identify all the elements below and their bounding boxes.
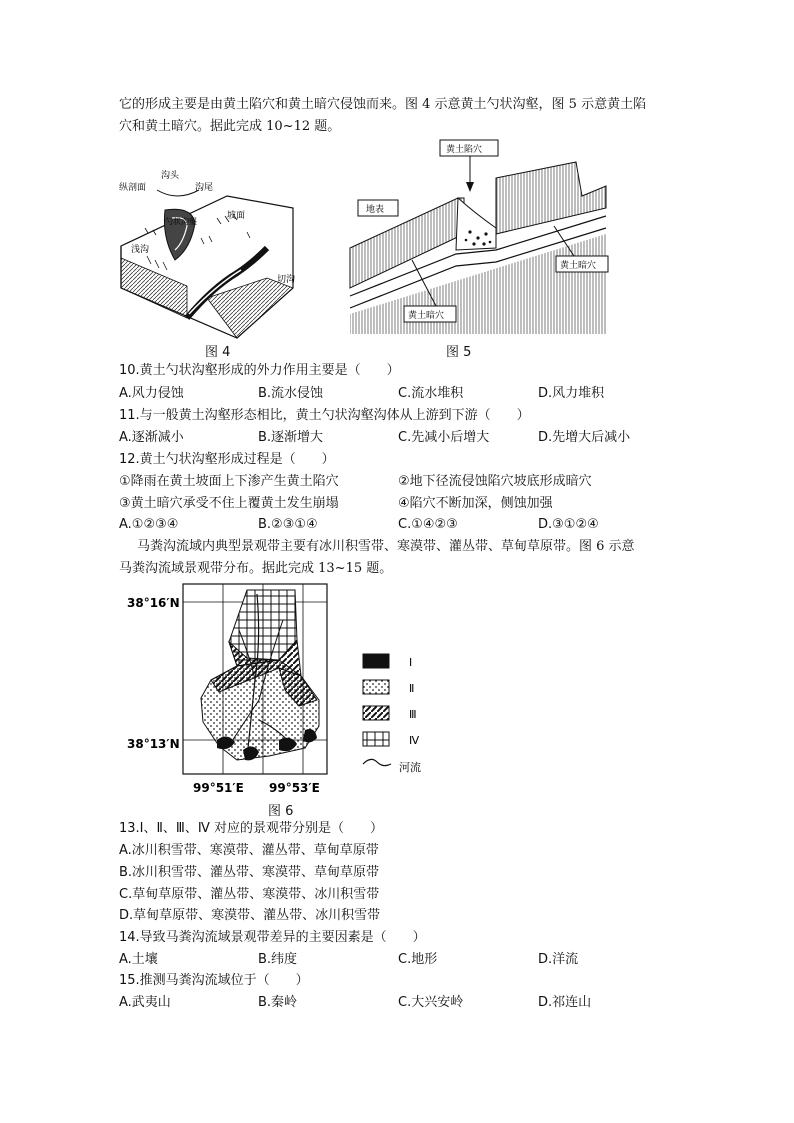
legend-label-1: Ⅰ [409, 656, 413, 669]
legend-swatch-2 [363, 680, 389, 694]
label-surface: 地表 [366, 205, 385, 215]
q10-option-c[interactable]: C.流水堆积 [398, 386, 464, 401]
q10-stem: 10.黄土勺状沟壑形成的外力作用主要是（ ） [119, 363, 400, 378]
label-cave-bottom: 黄土暗穴 [408, 311, 445, 321]
label-shallow-gully: 浅沟 [131, 245, 150, 255]
intro2-line-2: 马粪沟流域景观带分布。据此完成 13~15 题。 [119, 561, 393, 576]
legend-river-label: 河流 [399, 761, 421, 774]
q13-stem: 13.Ⅰ、Ⅱ、Ⅲ、Ⅳ 对应的景观带分别是（ ） [119, 821, 383, 836]
q15-option-c[interactable]: C.大兴安岭 [398, 995, 464, 1010]
q12-item-3: ③黄土暗穴承受不住上覆黄土发生崩塌 [119, 496, 339, 511]
q12-item-4: ④陷穴不断加深，侧蚀加强 [398, 496, 553, 511]
lat-top-label: 38°16′N [127, 596, 180, 610]
q11-option-a[interactable]: A.逐渐减小 [119, 430, 184, 445]
legend-swatch-4 [363, 732, 389, 746]
q11-stem: 11.与一般黄土沟壑形态相比，黄土勺状沟壑沟体从上游到下游（ ） [119, 408, 530, 423]
q11-option-b[interactable]: B.逐渐增大 [258, 430, 324, 445]
legend-label-2: Ⅱ [409, 682, 415, 695]
q12-option-a[interactable]: A.①②③④ [119, 517, 179, 532]
label-gully-head: 沟头 [161, 171, 180, 181]
q12-option-b[interactable]: B.②③①④ [258, 517, 318, 532]
q12-option-d[interactable]: D.③①②④ [538, 517, 599, 532]
intro-line-2: 穴和黄土暗穴。据此完成 10~12 题。 [119, 119, 341, 134]
q14-option-b[interactable]: B.纬度 [258, 952, 298, 967]
q14-option-d[interactable]: D.洋流 [538, 952, 579, 967]
q12-item-2: ②地下径流侵蚀陷穴坡底形成暗穴 [398, 474, 592, 489]
label-spoon-gully: 勺状沟壑 [165, 217, 197, 226]
q12-item-1: ①降雨在黄土坡面上下渗产生黄土陷穴 [119, 474, 339, 489]
q13-option-c[interactable]: C.草甸草原带、灌丛带、寒漠带、冰川积雪带 [119, 887, 380, 902]
q11-option-d[interactable]: D.先增大后减小 [538, 430, 631, 445]
q15-option-b[interactable]: B.秦岭 [258, 995, 298, 1010]
q10-option-a[interactable]: A.风力侵蚀 [119, 386, 184, 401]
q15-option-d[interactable]: D.祁连山 [538, 995, 592, 1010]
q10-option-b[interactable]: B.流水侵蚀 [258, 386, 324, 401]
figure-6-caption: 图 6 [268, 804, 294, 819]
lat-bottom-label: 38°13′N [127, 737, 180, 751]
lon-right-label: 99°53′E [269, 781, 320, 795]
intro2-line-1: 马粪沟流域内典型景观带主要有冰川积雪带、寒漠带、灌丛带、草甸草原带。图 6 示意 [137, 539, 635, 554]
q14-option-c[interactable]: C.地形 [398, 952, 438, 967]
label-gully-tail: 沟尾 [195, 183, 214, 193]
label-sinkhole: 黄土陷穴 [446, 145, 483, 155]
figure-4-caption: 图 4 [205, 345, 231, 360]
q15-stem: 15.推测马粪沟流域位于（ ） [119, 973, 309, 988]
label-cave-right: 黄土暗穴 [560, 261, 597, 271]
q13-option-b[interactable]: B.冰川积雪带、灌丛带、寒漠带、草甸草原带 [119, 865, 380, 880]
figure-6-landscape-map [119, 580, 449, 798]
lon-left-label: 99°51′E [193, 781, 244, 795]
label-slope: 坡面 [227, 211, 246, 221]
q11-option-c[interactable]: C.先减小后增大 [398, 430, 490, 445]
q15-option-a[interactable]: A.武夷山 [119, 995, 171, 1010]
figure-5-loess-cave-diagram [346, 138, 610, 336]
legend-label-3: Ⅲ [409, 708, 417, 721]
figure-5-caption: 图 5 [446, 345, 472, 360]
q13-option-a[interactable]: A.冰川积雪带、寒漠带、灌丛带、草甸草原带 [119, 843, 379, 858]
legend-label-4: Ⅳ [409, 734, 420, 747]
label-longitudinal: 纵剖面 [119, 183, 147, 193]
q13-option-d[interactable]: D.草甸草原带、寒漠带、灌丛带、冰川积雪带 [119, 908, 381, 923]
q10-option-d[interactable]: D.风力堆积 [538, 386, 605, 401]
intro-line-1: 它的形成主要是由黄土陷穴和黄土暗穴侵蚀而来。图 4 示意黄土勺状沟壑，图 5 示意黄土陷 [119, 97, 647, 112]
legend-river-symbol [363, 759, 391, 765]
figure-4-gully-diagram [117, 168, 295, 340]
q12-stem: 12.黄土勺状沟壑形成过程是（ ） [119, 452, 335, 467]
q12-option-c[interactable]: C.①④②③ [398, 517, 458, 532]
legend-swatch-1 [363, 654, 389, 668]
q14-option-a[interactable]: A.土壤 [119, 952, 158, 967]
legend-swatch-3 [363, 706, 389, 720]
q14-stem: 14.导致马粪沟流域景观带差异的主要因素是（ ） [119, 930, 426, 945]
label-cut-gully: 切沟 [277, 275, 295, 285]
